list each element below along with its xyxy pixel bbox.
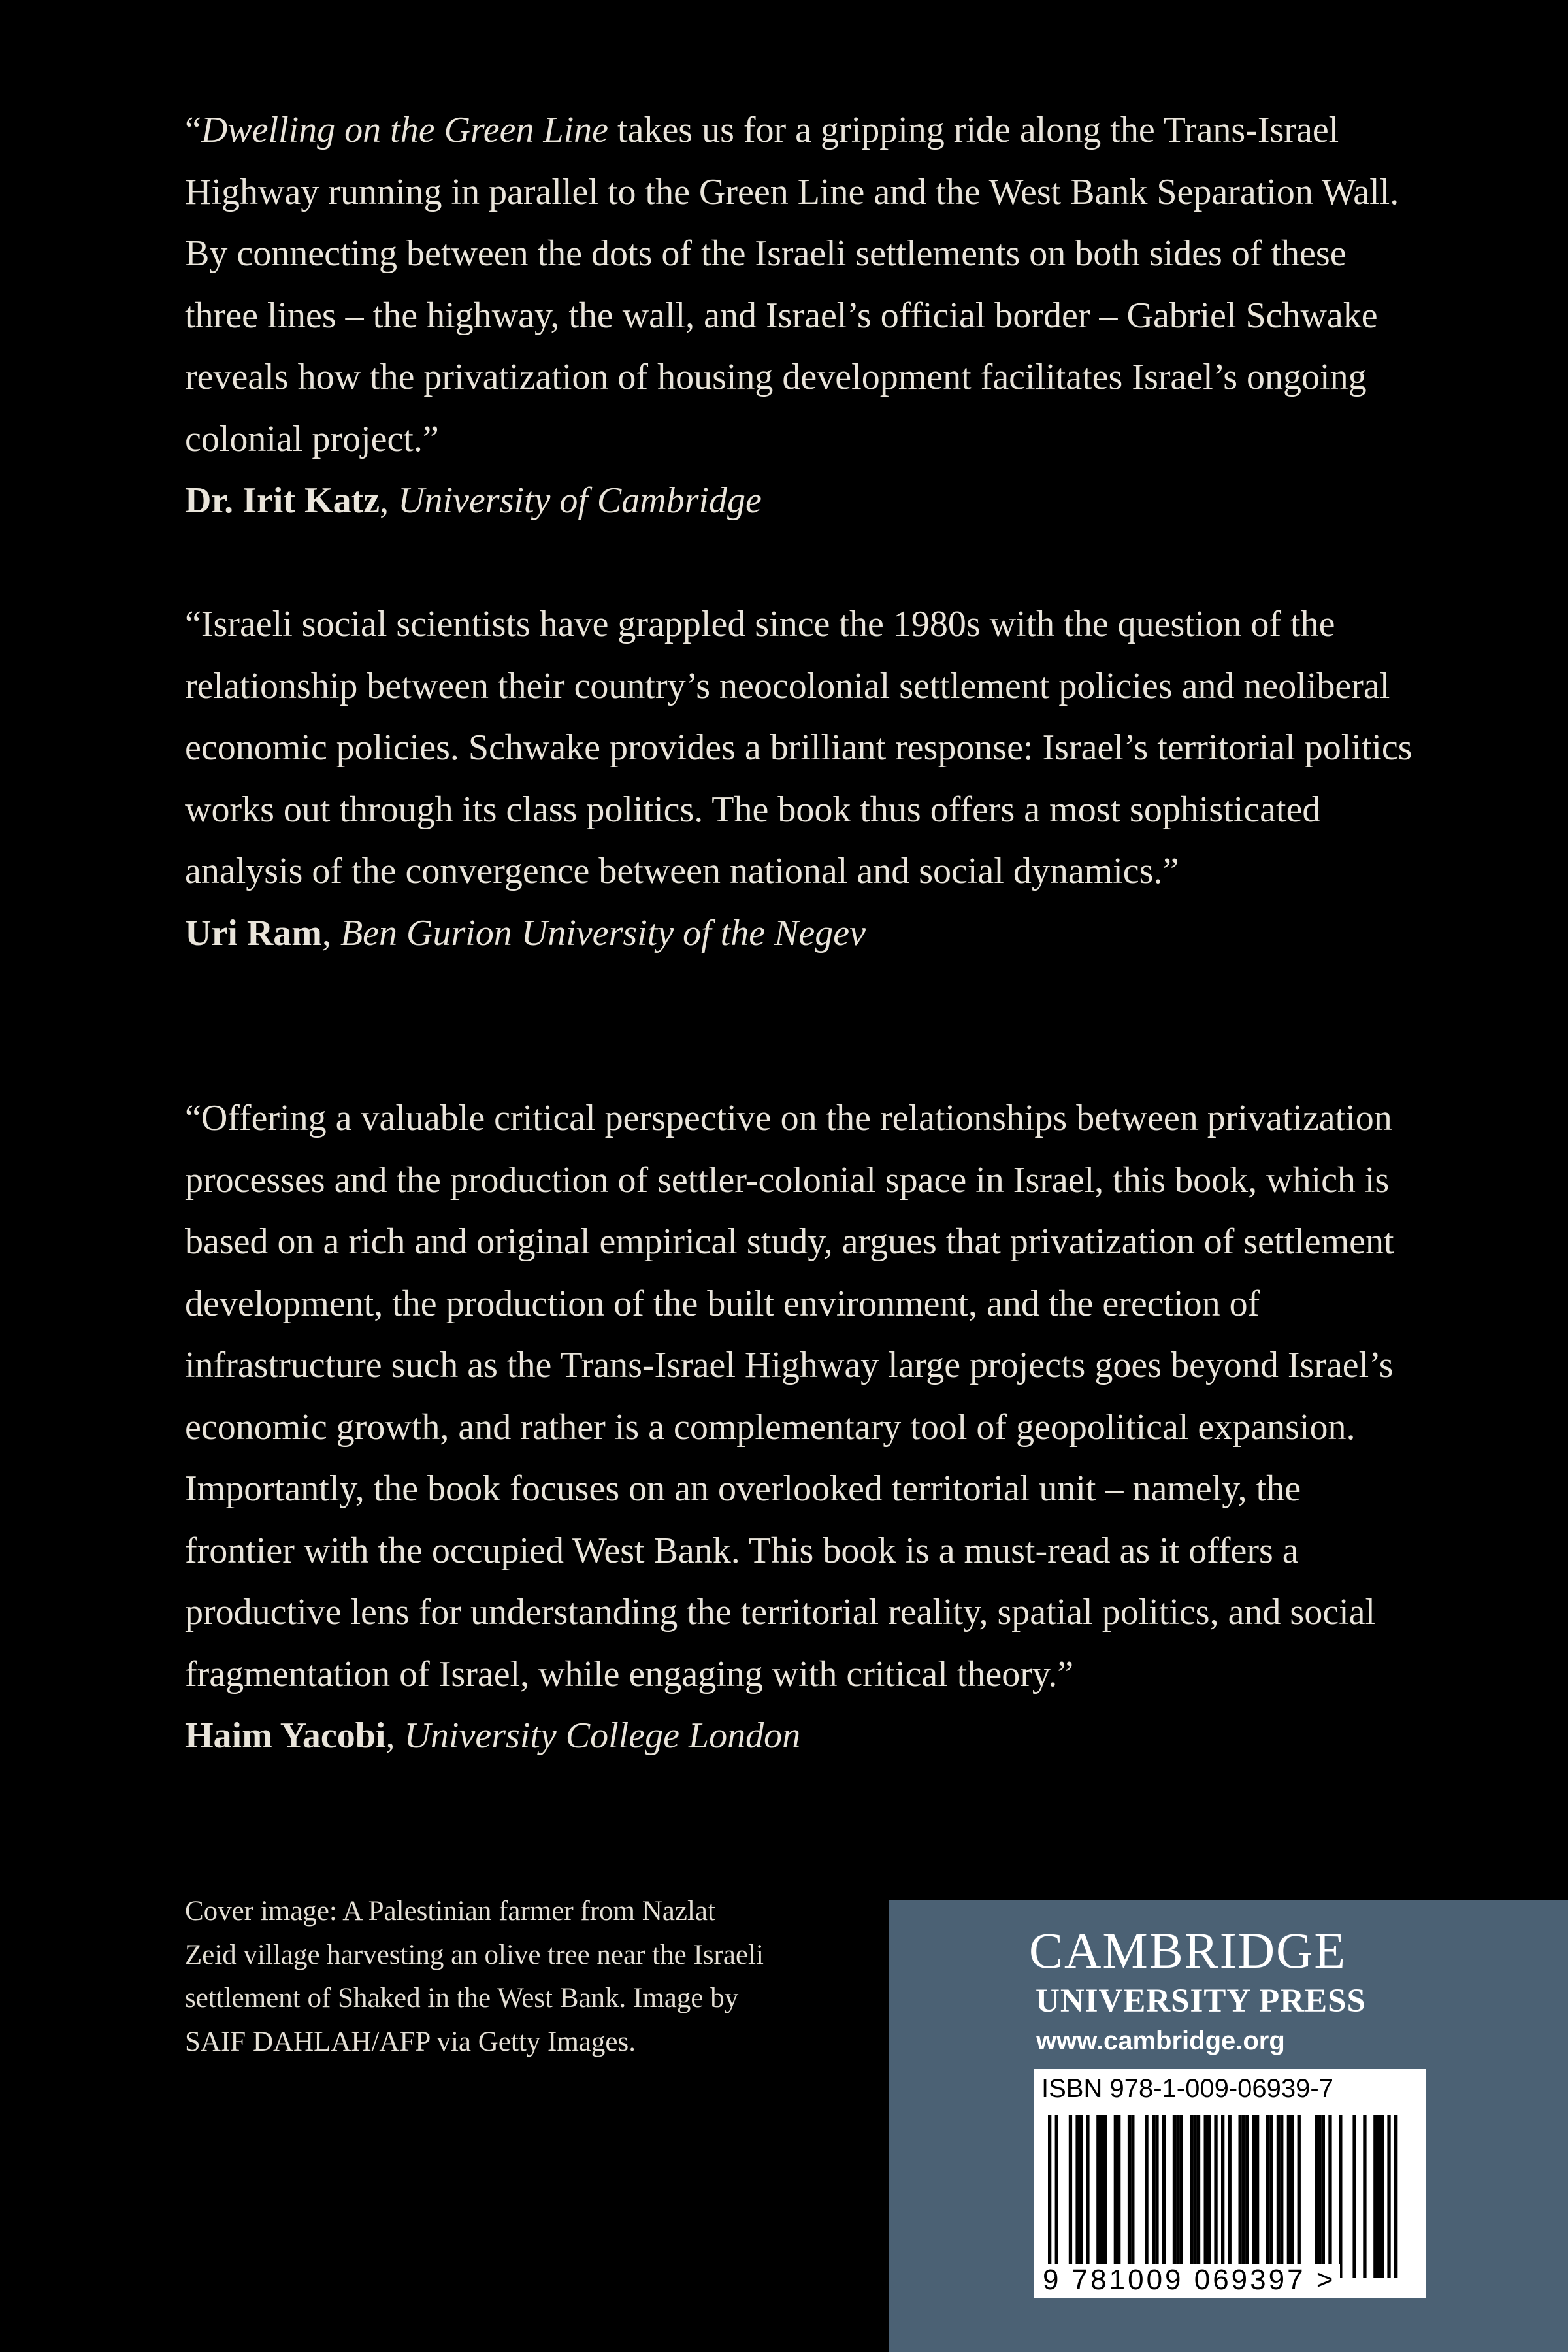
- barcode-bar: [1055, 2115, 1058, 2278]
- barcode-bar: [1173, 2115, 1176, 2278]
- publisher-logo-name: CAMBRIDGE: [1029, 1922, 1347, 1979]
- barcode-bar: [1179, 2115, 1183, 2278]
- blurb-quote: [185, 99, 1413, 470]
- blurb-affiliation: Ben Gurion University of the Negev: [340, 912, 866, 953]
- barcode-digits: 9 781009 069397 >: [1039, 2264, 1340, 2296]
- blurb-quote-text: takes us for a gripping ride along the Trans-Israel Highway running in parallel to the Green Line and the West Bank Separation Wall. By connecting between the dots of the Israeli settlements on both sides of these three lines – the highway, the wall, and Israel’s official border – Gabriel Schwake reveals how the privatization of housing development facilitates Israel’s ongoing colonial project.”: [185, 110, 1399, 459]
- barcode-bar: [1176, 2115, 1179, 2278]
- blurb-ram: [185, 593, 1413, 964]
- blurb-attribution: Dr. Irit Katz, University of Cambridge: [185, 480, 762, 521]
- barcode-bar: [1298, 2115, 1301, 2278]
- blurb-quote-text: “Offering a valuable critical perspective on the relationships between privatization processes and the production of settler-colonial space in Israel, this book, which is based on a rich and original empirical study, argues that privatization of settlement development, the production of the built environment, and the erection of infrastructure such as the Trans-Israel Highway large projects goes beyond Israel’s economic growth, and rather is a complementary tool of geopolitical expansion. Importantly, the book focuses on an overlooked territorial unit – namely, the frontier with the occupied West Bank. This book is a must-read as it offers a productive lens for understanding the territorial reality, spatial politics, and social fragmentation of Israel, while engaging with critical theory.”: [185, 1098, 1394, 1695]
- barcode-bar: [1207, 2115, 1211, 2278]
- barcode-bar: [1394, 2115, 1397, 2278]
- barcode-bar: [1322, 2115, 1325, 2278]
- barcode-bar: [1287, 2115, 1290, 2278]
- blurb-attribution: Haim Yacobi, University College London: [185, 1715, 801, 1756]
- barcode-bar: [1280, 2115, 1283, 2278]
- barcode-bar: [1100, 2115, 1103, 2278]
- barcode-bar: [1145, 2115, 1148, 2278]
- barcode-bar: [1315, 2115, 1318, 2278]
- barcode-bar: [1373, 2115, 1377, 2278]
- publisher-url: www.cambridge.org: [1036, 2027, 1285, 2055]
- barcode-bar: [1128, 2115, 1131, 2278]
- barcode-bar: [1079, 2115, 1083, 2278]
- blurb-quote-text: “Israeli social scientists have grappled since the 1980s with the question of the relationship between their country’s neocolonial settlement policies and neoliberal economic policies. Schwake provides a brilliant response: Israel’s territorial politics works out through its class politics. The book thus offers a most sophisticated analysis of the convergence between national and social dynamics.”: [185, 604, 1413, 891]
- barcode-box: [1034, 2069, 1426, 2298]
- barcode-bar: [1387, 2115, 1390, 2278]
- blurb-katz: [185, 99, 1413, 532]
- barcode-bar: [1190, 2115, 1193, 2278]
- barcode-bar: [1194, 2115, 1197, 2278]
- barcode-bar: [1069, 2115, 1072, 2278]
- barcode-bar: [1086, 2115, 1089, 2278]
- barcode-bar: [1363, 2115, 1366, 2278]
- blurb-attribution: Uri Ram, Ben Gurion University of the Negev: [185, 912, 866, 953]
- barcode-bar: [1214, 2115, 1217, 2278]
- barcode-bar: [1117, 2115, 1120, 2278]
- barcode-bar: [1352, 2115, 1356, 2278]
- barcode-bar: [1152, 2115, 1155, 2278]
- barcode-bar: [1380, 2115, 1384, 2278]
- barcode-bar: [1075, 2115, 1079, 2278]
- barcode-bar: [1197, 2115, 1200, 2278]
- barcode-bar: [1114, 2115, 1117, 2278]
- barcode-bar: [1155, 2115, 1158, 2278]
- blurb-affiliation: University College London: [404, 1715, 801, 1756]
- barcode-bar: [1096, 2115, 1100, 2278]
- barcode-bar: [1377, 2115, 1380, 2278]
- book-title-italic: Dwelling on the Green Line: [201, 110, 609, 150]
- blurb-yacobi: [185, 1087, 1413, 1767]
- barcode-icon: [1034, 2115, 1426, 2286]
- blurb-author: Dr. Irit Katz: [185, 480, 380, 521]
- blurb-author: Haim Yacobi: [185, 1715, 386, 1756]
- blurb-affiliation: University of Cambridge: [398, 480, 762, 521]
- barcode-bar: [1162, 2115, 1166, 2278]
- publisher-logo-subtitle: UNIVERSITY PRESS: [1036, 1983, 1366, 2019]
- barcode-bar: [1318, 2115, 1321, 2278]
- isbn-label: ISBN 978-1-009-06939-7: [1041, 2074, 1333, 2103]
- blurb-author: Uri Ram: [185, 912, 322, 953]
- barcode-bar: [1252, 2115, 1256, 2278]
- barcode-bar: [1048, 2115, 1051, 2278]
- barcode-bar: [1103, 2115, 1107, 2278]
- barcode-bar: [1290, 2115, 1294, 2278]
- barcode-bar: [1269, 2115, 1273, 2278]
- barcode-bar: [1239, 2115, 1242, 2278]
- barcode-bar: [1256, 2115, 1259, 2278]
- barcode-bar: [1221, 2115, 1224, 2278]
- barcode-bar: [1204, 2115, 1207, 2278]
- publisher-panel: [889, 1900, 1568, 2352]
- barcode-bar: [1242, 2115, 1245, 2278]
- barcode-bar: [1339, 2115, 1342, 2278]
- barcode-bar: [1277, 2115, 1280, 2278]
- barcode-bar: [1328, 2115, 1331, 2278]
- barcode-bar: [1266, 2115, 1269, 2278]
- cover-image-credit: Cover image: A Palestinian farmer from Nazlat Zeid village harvesting an olive tree near the Israeli settlement of Shaked in the West Bank. Image by SAIF DAHLAH/AFP via Getty Images.: [185, 1896, 764, 2057]
- barcode-bar: [1245, 2115, 1249, 2278]
- barcode-bar: [1131, 2115, 1134, 2278]
- quote-open-mark: “: [185, 110, 201, 150]
- barcode-bar: [1228, 2115, 1232, 2278]
